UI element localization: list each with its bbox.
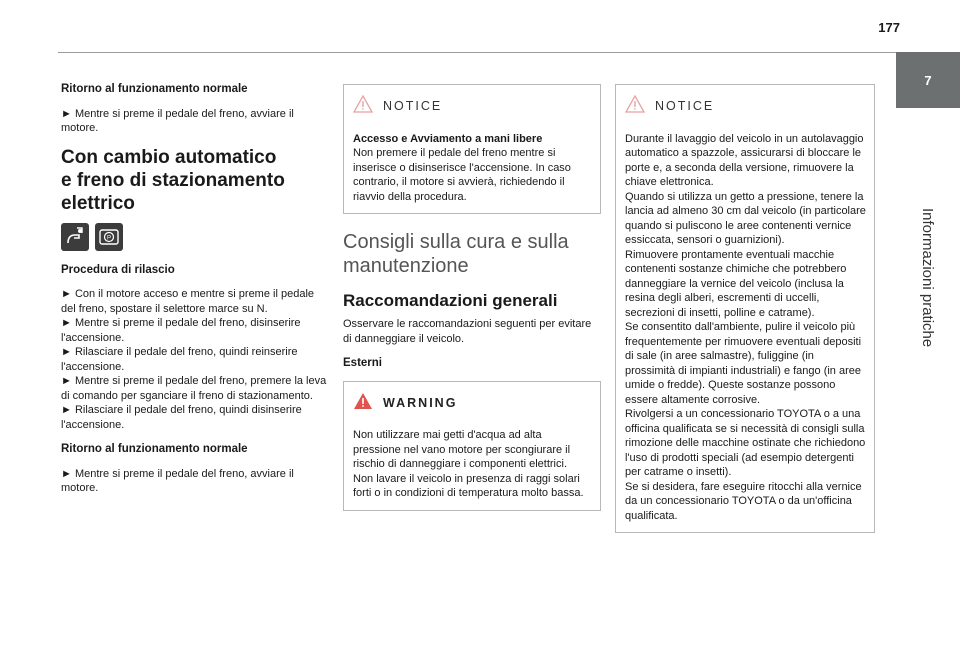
svg-text:P: P bbox=[106, 235, 112, 241]
parking-brake-icon bbox=[95, 223, 123, 251]
page-number: 177 bbox=[878, 20, 900, 35]
notice-lead: Accesso e Avviamento a mani libere bbox=[353, 132, 543, 145]
header-divider bbox=[58, 52, 896, 53]
paragraph-start-engine-2: ► Mentre si preme il pedale del freno, avviare il motore. bbox=[61, 467, 294, 494]
subheading-exterior: Esterni bbox=[343, 357, 382, 369]
column-left bbox=[61, 82, 329, 506]
column-middle bbox=[343, 84, 601, 521]
warning-triangle-icon bbox=[353, 392, 373, 415]
chapter-tab: 7 bbox=[896, 52, 960, 108]
shift-hand-icon bbox=[61, 223, 89, 251]
section-heading-general: Raccomandazioni generali bbox=[343, 291, 558, 310]
notice-text: Non premere il pedale del freno mentre si inserisce o disinserisce l'accensione. In caso contrario, il motore si avvierà, richiedendo il riavvio della procedura. bbox=[353, 147, 571, 203]
chapter-title bbox=[918, 208, 936, 368]
column-right bbox=[615, 84, 875, 543]
paragraph-intro: Osservare le raccomandazioni seguenti per evitare di danneggiare il veicolo. bbox=[343, 318, 592, 345]
notice-box-washing bbox=[615, 84, 875, 533]
subheading-normal-operation: Ritorno al funzionamento normale bbox=[61, 83, 248, 95]
subheading-release-procedure: Procedura di rilascio bbox=[61, 263, 175, 276]
notice-title: NOTICE bbox=[655, 99, 715, 113]
section-heading: Con cambio automatico e freno di stazionamento elettrico bbox=[61, 146, 285, 214]
notice-washing-text: Durante il lavaggio del veicolo in un autolavaggio automatico a spazzole, assicurarsi di bloccare le porte e, a seconda della versione, rimuovere la chiave elettronica. Quando si utilizza un getto a pressione, tenere la lancia ad almeno 30 cm dal veicolo (in particolare quando si puliscono le aree contenenti vernice essiccata, sensori o guarnizioni). Rimuovere prontamente eventuali macchie contenenti sostanze chimiche che potrebbero danneggiare la vernice del veicolo (inclusa la resina degli alberi, escrementi di uccelli, secrezioni di insetti, polline e catrame). Se consentito dall'ambiente, pulire il veicolo più frequentemente per rimuovere eventuali depositi di sale (in aree salmastre), fuliggine (in prossimità di impianti industriali) e fango (in aree umide o fredde). Queste sostanze possono essere altamente corrosive. Rivolgersi a un concessionario TOYOTA o a una officina qualificata se si necessità di consigli sulla rimozione delle macchine ostinate che richiedono l'uso di prodotti speciali (ad esempio detergenti per catrame o insetti). Se si desidera, fare eseguire ritocchi alla vernice da un concessionario TOYOTA o da un'officina qualificata. bbox=[625, 132, 866, 522]
icon-row bbox=[61, 223, 329, 251]
warning-title: WARNING bbox=[383, 395, 458, 410]
subheading-normal-operation-2: Ritorno al funzionamento normale bbox=[61, 443, 248, 455]
notice-box bbox=[343, 84, 601, 214]
warning-box bbox=[343, 381, 601, 511]
caution-triangle-icon bbox=[625, 95, 645, 118]
paragraph-start-engine: ► Mentre si preme il pedale del freno, avviare il motore. bbox=[61, 107, 294, 134]
paragraph-release-steps: ► Con il motore acceso e mentre si preme il pedale del freno, spostare il selettore marce su N. ► Mentre si preme il pedale del freno, disinserire l'accensione. ► Rilasciare il pedale del freno, quindi reinserire l'accensione. ► Mentre si preme il pedale del freno, premere la leva di comando per sganciare il freno di stazionamento. ► Rilasciare il pedale del freno, quindi disinserire l'accensione. bbox=[61, 288, 327, 431]
chapter-title-text: Informazioni pratiche bbox=[919, 208, 936, 348]
notice-title: NOTICE bbox=[383, 99, 443, 113]
section-heading-care: Consigli sulla cura e sulla manutenzione bbox=[343, 231, 569, 277]
caution-triangle-icon bbox=[353, 95, 373, 118]
warning-text: Non utilizzare mai getti d'acqua ad alta pressione nel vano motore per scongiurare il rischio di danneggiare i componenti elettrici. Non lavare il veicolo in presenza di raggi solari forti o in condizioni di temperatura molto bassa. bbox=[353, 429, 584, 499]
